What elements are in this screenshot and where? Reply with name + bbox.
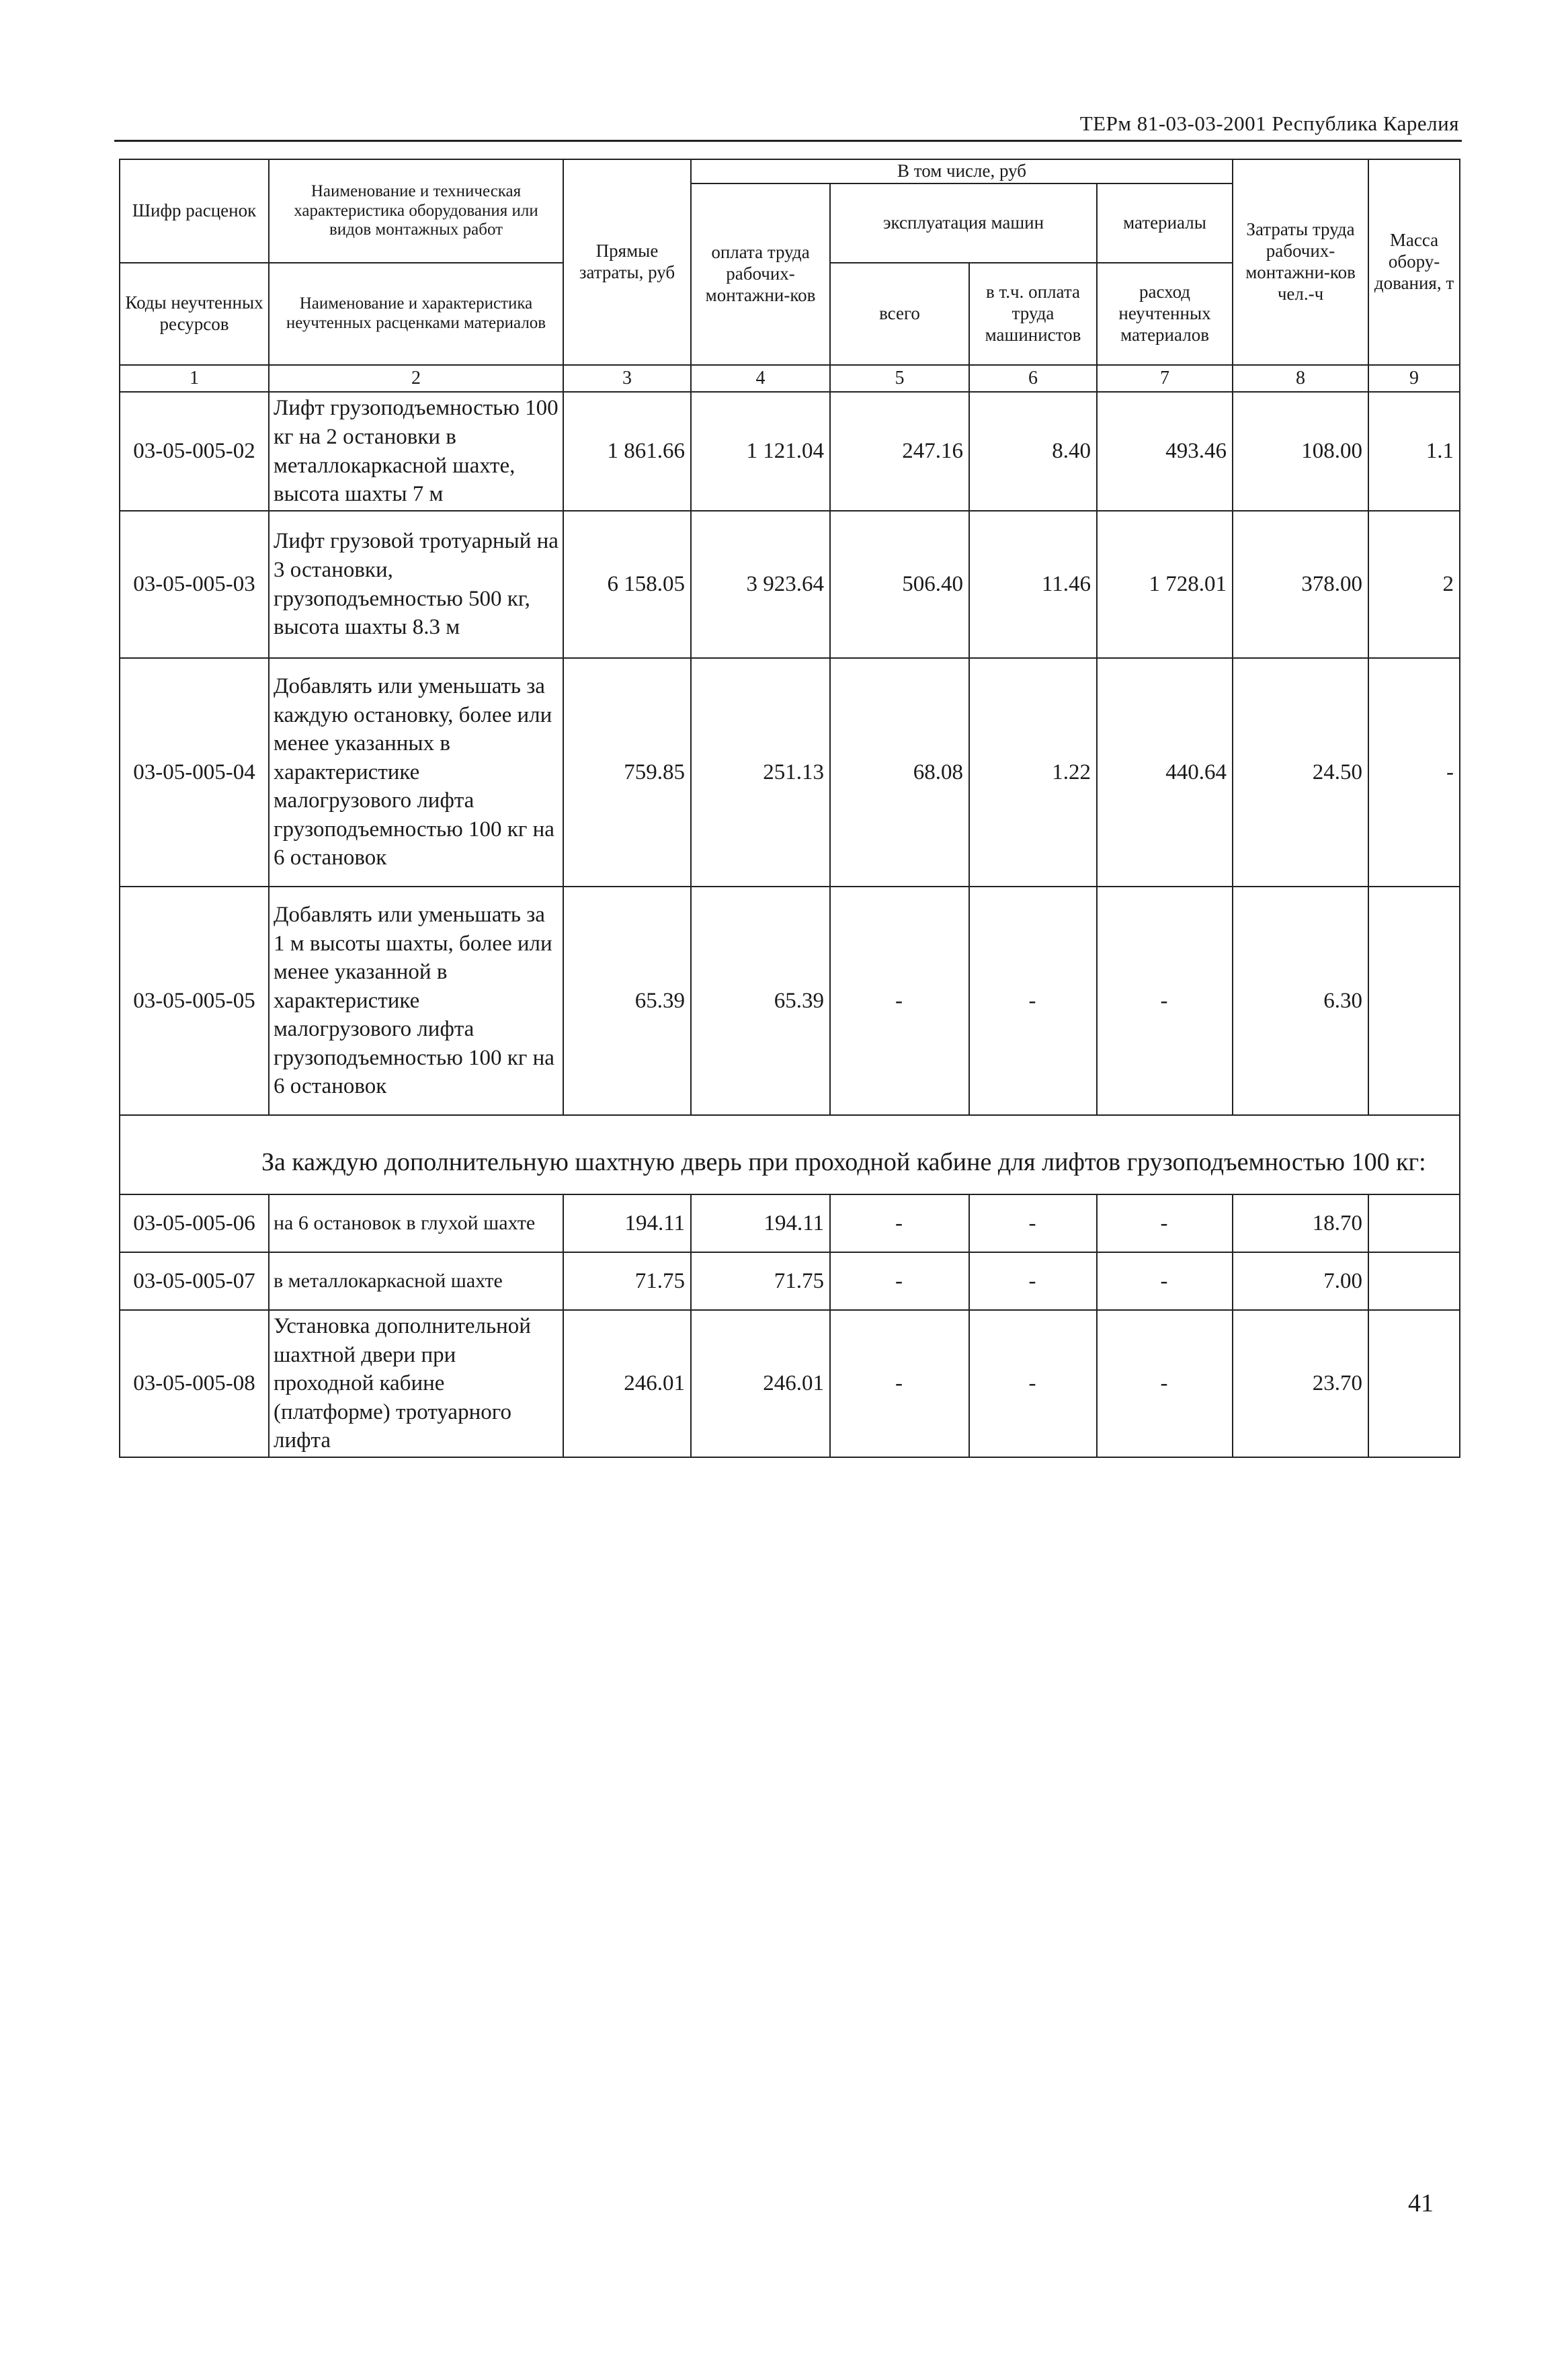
column-number: 6 <box>969 365 1097 392</box>
rates-table <box>119 159 1460 1458</box>
equipment-mass <box>1368 887 1460 1115</box>
labor-hours: 24.50 <box>1233 658 1368 887</box>
machinists-pay: - <box>969 887 1097 1115</box>
materials-cost: - <box>1097 887 1233 1115</box>
machines-total: 247.16 <box>830 392 969 511</box>
rate-code: 03-05-005-05 <box>120 887 269 1115</box>
column-number: 1 <box>120 365 269 392</box>
machines-total: 506.40 <box>830 511 969 658</box>
machinists-pay: - <box>969 1194 1097 1252</box>
column-number: 9 <box>1368 365 1460 392</box>
rate-code: 03-05-005-08 <box>120 1310 269 1457</box>
labor-hours: 18.70 <box>1233 1194 1368 1252</box>
equipment-mass <box>1368 1310 1460 1457</box>
machinists-pay: 1.22 <box>969 658 1097 887</box>
machines-total: - <box>830 1310 969 1457</box>
header-unaccounted-materials: расход неучтенных материалов <box>1097 263 1233 365</box>
labor-pay: 71.75 <box>691 1252 830 1310</box>
header-direct-costs: Прямые затраты, руб <box>563 159 691 365</box>
header-mass: Масса обору-дования, т <box>1368 159 1460 365</box>
machinists-pay: 11.46 <box>969 511 1097 658</box>
rate-name: Лифт грузоподъемностью 100 кг на 2 остановки в металлокаркасной шахте, высота шахты 7 м <box>269 392 563 511</box>
rate-name: на 6 остановок в глухой шахте <box>269 1194 563 1252</box>
direct-costs: 759.85 <box>563 658 691 887</box>
table-row <box>120 887 1460 1115</box>
labor-hours: 378.00 <box>1233 511 1368 658</box>
materials-cost: 440.64 <box>1097 658 1233 887</box>
machines-total: - <box>830 1252 969 1310</box>
materials-cost: - <box>1097 1310 1233 1457</box>
labor-hours: 7.00 <box>1233 1252 1368 1310</box>
equipment-mass <box>1368 1194 1460 1252</box>
direct-costs: 194.11 <box>563 1194 691 1252</box>
equipment-mass <box>1368 1252 1460 1310</box>
header-machines: эксплуатация машин <box>830 183 1097 263</box>
labor-pay: 1 121.04 <box>691 392 830 511</box>
header-rule <box>114 140 1462 142</box>
column-number-row <box>120 365 1460 392</box>
materials-cost: 493.46 <box>1097 392 1233 511</box>
labor-hours: 6.30 <box>1233 887 1368 1115</box>
table-row <box>120 1194 1460 1252</box>
table-row <box>120 1252 1460 1310</box>
labor-pay: 194.11 <box>691 1194 830 1252</box>
rate-name: Добавлять или уменьшать за 1 м высоты шахты, более или менее указанной в характеристике малогрузового лифта грузоподъемностью 100 кг на 6 остановок <box>269 887 563 1115</box>
table-row <box>120 1310 1460 1457</box>
column-number: 3 <box>563 365 691 392</box>
machinists-pay: - <box>969 1310 1097 1457</box>
rate-code: 03-05-005-06 <box>120 1194 269 1252</box>
equipment-mass: 2 <box>1368 511 1460 658</box>
column-number: 4 <box>691 365 830 392</box>
table-row <box>120 511 1460 658</box>
labor-hours: 108.00 <box>1233 392 1368 511</box>
machinists-pay: 8.40 <box>969 392 1097 511</box>
labor-pay: 65.39 <box>691 887 830 1115</box>
machines-total: 68.08 <box>830 658 969 887</box>
direct-costs: 65.39 <box>563 887 691 1115</box>
rate-code: 03-05-005-03 <box>120 511 269 658</box>
rate-name: Добавлять или уменьшать за каждую остановку, более или менее указанных в характеристике малогрузового лифта грузоподъемностью 100 кг на 6 остановок <box>269 658 563 887</box>
section-title: За каждую дополнительную шахтную дверь при проходной кабине для лифтов грузоподъемностью 100 кг: <box>120 1115 1460 1194</box>
direct-costs: 6 158.05 <box>563 511 691 658</box>
header-group-including: В том числе, руб <box>691 159 1233 183</box>
labor-pay: 251.13 <box>691 658 830 887</box>
materials-cost: - <box>1097 1194 1233 1252</box>
labor-hours: 23.70 <box>1233 1310 1368 1457</box>
header-name: Наименование и техническая характеристика оборудования или видов монтажных работ <box>269 159 563 263</box>
materials-cost: - <box>1097 1252 1233 1310</box>
header-materials: материалы <box>1097 183 1233 263</box>
header-machines-total: всего <box>830 263 969 365</box>
rate-name: Установка дополнительной шахтной двери при проходной кабине (платформе) тротуарного лифта <box>269 1310 563 1457</box>
direct-costs: 246.01 <box>563 1310 691 1457</box>
materials-cost: 1 728.01 <box>1097 511 1233 658</box>
header-machinists-pay: в т.ч. оплата труда машинистов <box>969 263 1097 365</box>
machines-total: - <box>830 887 969 1115</box>
direct-costs: 1 861.66 <box>563 392 691 511</box>
header-resource-codes: Коды неучтенных ресурсов <box>120 263 269 365</box>
header-labor-pay: оплата труда рабочих-монтажни-ков <box>691 183 830 365</box>
header-materials-name: Наименование и характеристика неучтенных расценками материалов <box>269 263 563 365</box>
document-reference: ТЕРм 81-03-03-2001 Республика Карелия <box>1079 112 1459 135</box>
labor-pay: 246.01 <box>691 1310 830 1457</box>
section-row <box>120 1115 1460 1194</box>
header-labor-hours: Затраты труда рабочих-монтажни-ков чел.-ч <box>1233 159 1368 365</box>
column-number: 8 <box>1233 365 1368 392</box>
rate-code: 03-05-005-07 <box>120 1252 269 1310</box>
rate-name: в металлокаркасной шахте <box>269 1252 563 1310</box>
table-row <box>120 658 1460 887</box>
machinists-pay: - <box>969 1252 1097 1310</box>
column-number: 5 <box>830 365 969 392</box>
column-number: 7 <box>1097 365 1233 392</box>
column-number: 2 <box>269 365 563 392</box>
rate-code: 03-05-005-04 <box>120 658 269 887</box>
labor-pay: 3 923.64 <box>691 511 830 658</box>
rate-name: Лифт грузовой тротуарный на 3 остановки, грузоподъемностью 500 кг, высота шахты 8.3 м <box>269 511 563 658</box>
header-code: Шифр расценок <box>120 159 269 263</box>
page-number: 41 <box>1408 2189 1434 2217</box>
machines-total: - <box>830 1194 969 1252</box>
direct-costs: 71.75 <box>563 1252 691 1310</box>
table-row <box>120 392 1460 511</box>
equipment-mass: 1.1 <box>1368 392 1460 511</box>
rate-code: 03-05-005-02 <box>120 392 269 511</box>
equipment-mass: - <box>1368 658 1460 887</box>
